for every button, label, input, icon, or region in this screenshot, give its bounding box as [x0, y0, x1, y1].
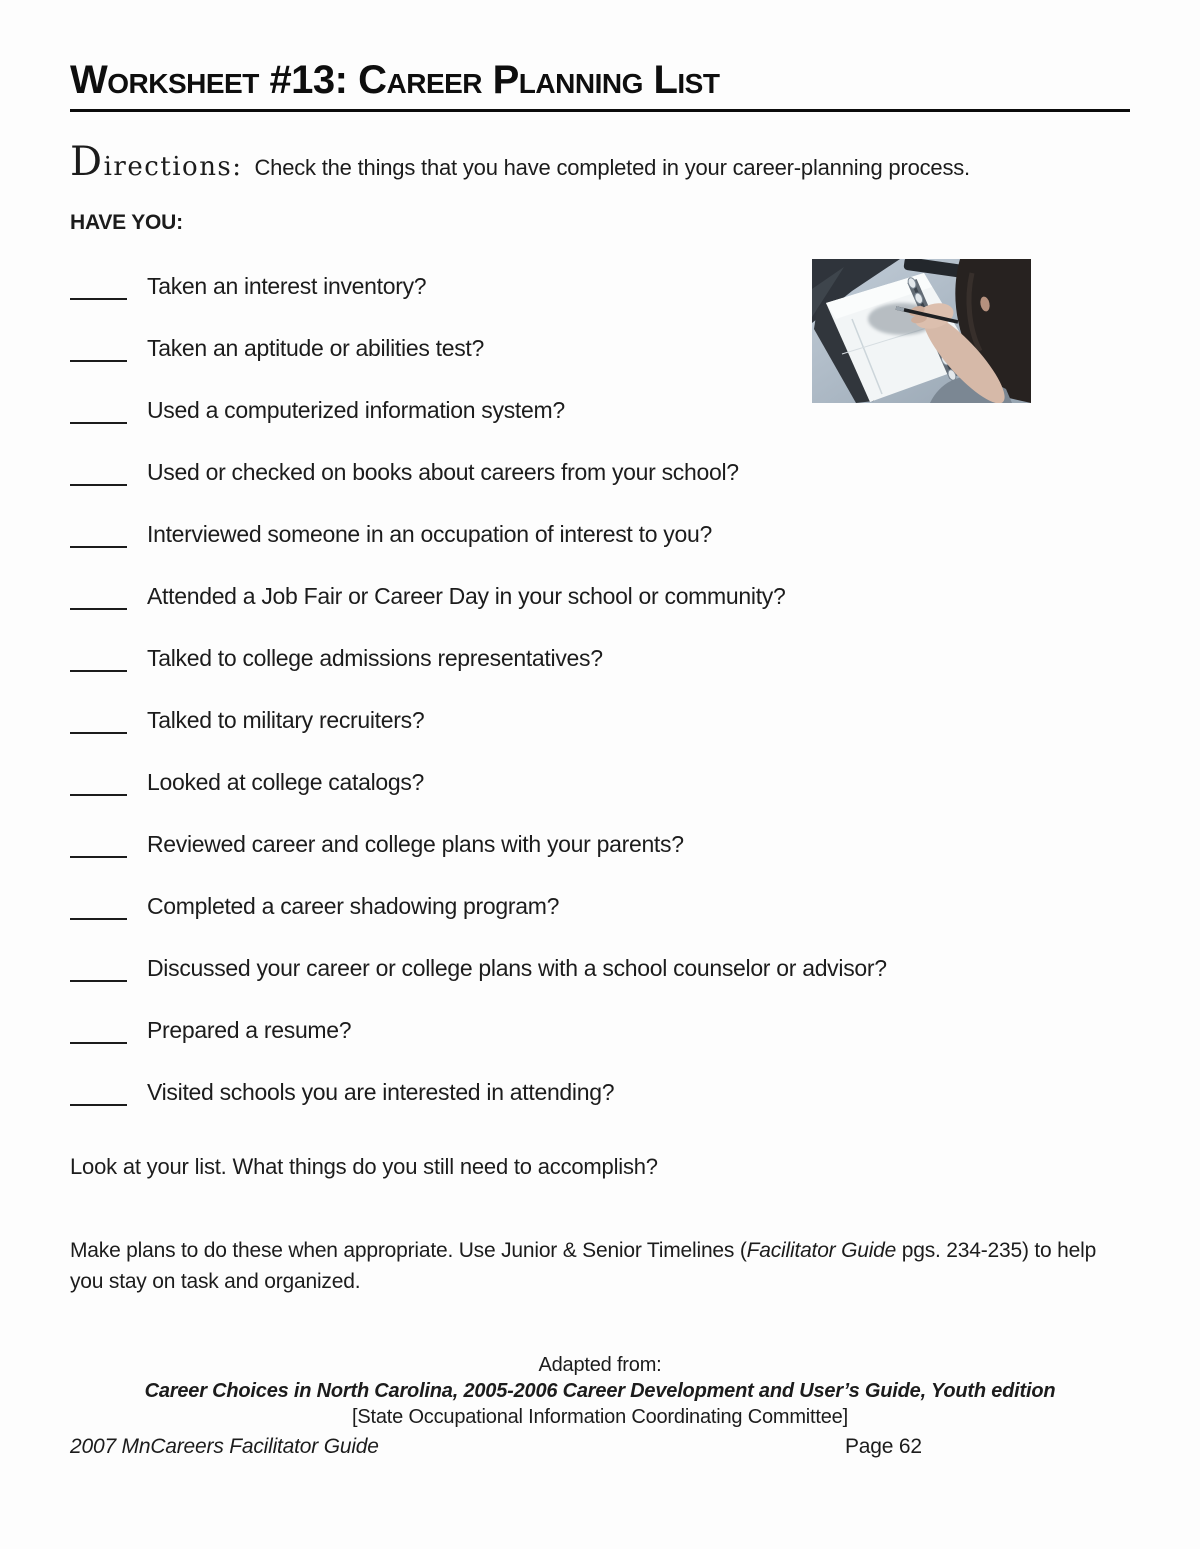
source-title: Career Choices in North Carolina, 2005-2006 Career Development and User’s Guide, Youth edition	[144, 1379, 1056, 1402]
blank-line	[70, 647, 127, 672]
checklist-item-label: Used a computerized information system?	[147, 396, 565, 423]
checklist-item-label: Discussed your career or college plans with a school counselor or advisor?	[147, 954, 887, 981]
directions-line	[70, 139, 1130, 185]
checklist-item-label: Taken an interest inventory?	[147, 272, 427, 299]
checklist-row	[70, 1016, 1130, 1044]
directions-text: Check the things that you have completed in your career-planning process.	[254, 155, 970, 180]
blank-line	[70, 275, 127, 300]
checklist-row	[70, 954, 1130, 982]
checklist-row	[70, 706, 1130, 734]
source-org: [State Occupational Information Coordinating Committee]	[352, 1405, 848, 1428]
blank-line	[70, 1081, 127, 1106]
checklist-item-label: Talked to military recruiters?	[147, 706, 425, 733]
blank-line	[70, 523, 127, 548]
checklist-row	[70, 830, 1130, 858]
followup-question: Look at your list. What things do you still need to accomplish?	[70, 1153, 658, 1179]
blank-line	[70, 833, 127, 858]
checklist-row	[70, 458, 1130, 486]
checklist-item-label: Visited schools you are interested in attending?	[147, 1078, 615, 1105]
checklist-row	[70, 644, 1130, 672]
checklist-item-label: Used or checked on books about careers from your school?	[147, 458, 739, 485]
title-block	[70, 60, 1130, 112]
checklist-item-label: Prepared a resume?	[147, 1016, 352, 1043]
planner-photo	[812, 259, 1031, 403]
checklist-row	[70, 520, 1130, 548]
checklist-item-label: Looked at college catalogs?	[147, 768, 425, 795]
blank-line	[70, 709, 127, 734]
blank-line	[70, 895, 127, 920]
checklist-item-label: Completed a career shadowing program?	[147, 892, 560, 919]
checklist-row	[70, 892, 1130, 920]
page-number: Page 62	[845, 1434, 922, 1458]
blank-line	[70, 461, 127, 486]
plans-text-italic: Facilitator Guide	[746, 1238, 897, 1262]
blank-line	[70, 957, 127, 982]
blank-line	[70, 337, 127, 362]
footer-attribution	[70, 1352, 1130, 1430]
have-you-heading: HAVE YOU:	[70, 210, 183, 234]
checklist-row	[70, 768, 1130, 796]
checklist-item-label: Reviewed career and college plans with your parents?	[147, 830, 684, 857]
blank-line	[70, 585, 127, 610]
plans-paragraph	[70, 1235, 1130, 1297]
adapted-from-label: Adapted from:	[538, 1353, 662, 1376]
blank-line	[70, 771, 127, 796]
checklist-row	[70, 582, 1130, 610]
page-title: Worksheet #13: Career Planning List	[70, 58, 720, 102]
directions-label: Directions:	[70, 139, 243, 185]
checklist-item-label: Taken an aptitude or abilities test?	[147, 334, 484, 361]
checklist-item-label: Talked to college admissions representatives?	[147, 644, 603, 671]
document-name: 2007 MnCareers Facilitator Guide	[70, 1434, 379, 1458]
plans-text-before: Make plans to do these when appropriate. Use Junior & Senior Timelines (	[70, 1238, 747, 1262]
blank-line	[70, 1019, 127, 1044]
checklist-item-label: Attended a Job Fair or Career Day in your school or community?	[147, 582, 786, 609]
plans-text-after: pgs. 234-235) to help you stay on task and organized.	[70, 1238, 1097, 1293]
blank-line	[70, 399, 127, 424]
footer-bottom	[70, 1435, 1130, 1463]
checklist-row	[70, 1078, 1130, 1106]
checklist-item-label: Interviewed someone in an occupation of interest to you?	[147, 520, 712, 547]
